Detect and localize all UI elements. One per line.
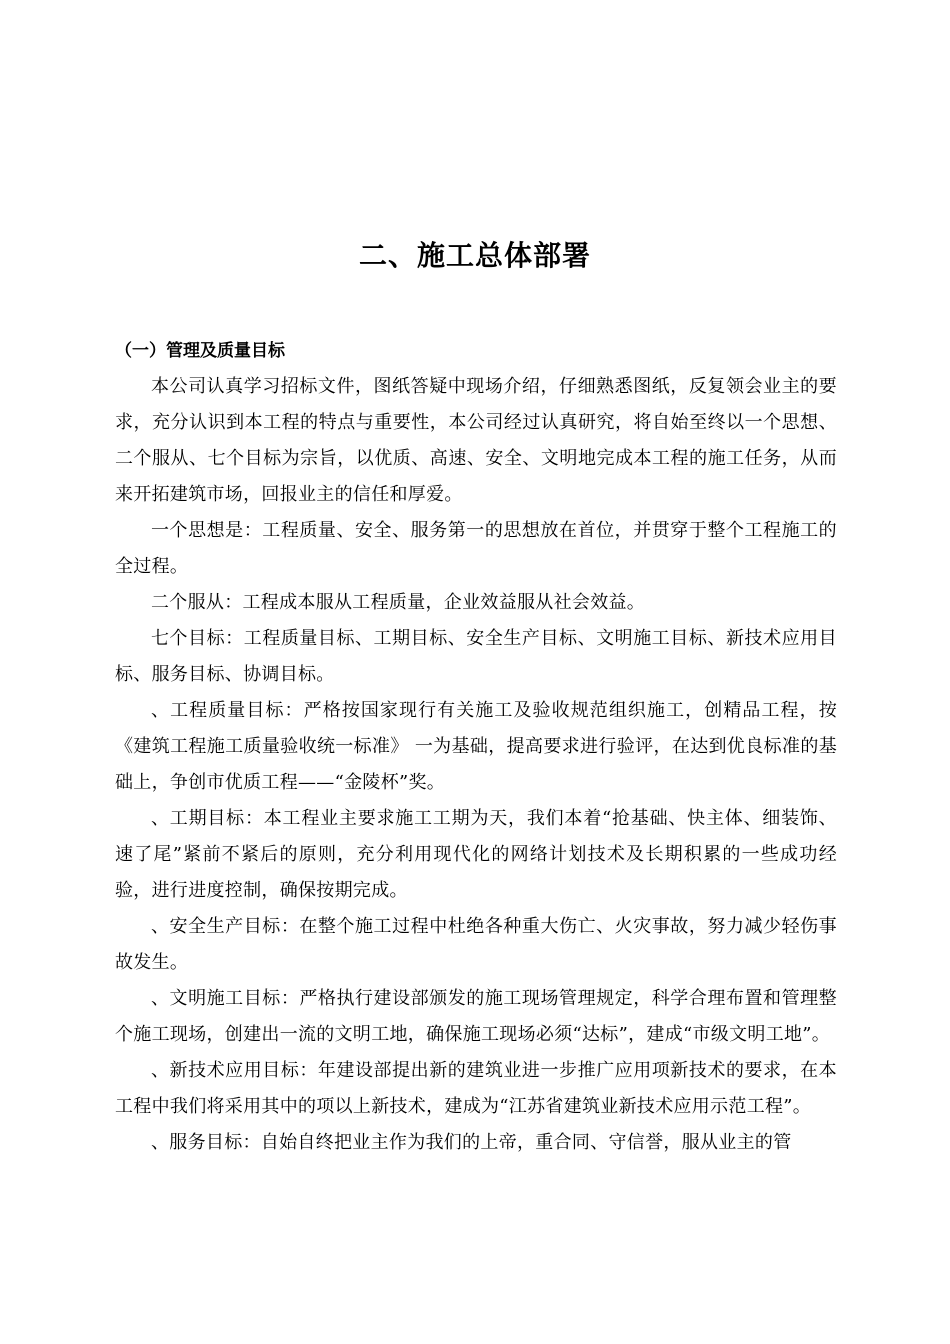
- paragraph-one-thought: 一个思想是：工程质量、安全、服务第一的思想放在首位，并贯穿于整个工程施工的全过程。: [115, 520, 837, 577]
- paragraph-safety-goal: 、安全生产目标：在整个施工过程中杜绝各种重大伤亡、火灾事故，努力减少轻伤事故发生。: [115, 916, 837, 973]
- paragraph-new-tech-goal: 、新技术应用目标：年建设部提出新的建筑业进一步推广应用项新技术的要求，在本工程中我们将采用其中的项以上新技术，建成为“江苏省建筑业新技术应用示范工程”。: [115, 1060, 837, 1117]
- section-heading: （一）管理及质量目标: [115, 341, 285, 361]
- page-title: 二、施工总体部署: [358, 239, 591, 272]
- paragraph-quality-goal: 、工程质量目标：严格按国家现行有关施工及验收规范组织施工，创精品工程，按《建筑工程施工质量验收统一标准》 一为基础，提高要求进行验评，在达到优良标准的基础上，争创市优质工程——“金陵杯”奖。: [115, 700, 837, 793]
- paragraph-civilized-goal: 、文明施工目标：严格执行建设部颁发的施工现场管理规定，科学合理布置和管理整个施工现场，创建出一流的文明工地，确保施工现场必须“达标”，建成“市级文明工地”。: [115, 988, 837, 1045]
- body-text: [115, 369, 837, 1161]
- paragraph-schedule-goal: 、工期目标：本工程业主要求施工工期为天，我们本着“抢基础、快主体、细装饰、速了尾”紧前不紧后的原则，充分利用现代化的网络计划技术及长期积累的一些成功经验，进行进度控制，确保按期完成。: [115, 808, 837, 901]
- paragraph-service-goal: 、服务目标：自始自终把业主作为我们的上帝，重合同、守信誉，服从业主的管: [151, 1132, 792, 1153]
- paragraph-seven-goals: 七个目标：工程质量目标、工期目标、安全生产目标、文明施工目标、新技术应用目标、服务目标、协调目标。: [115, 628, 837, 685]
- paragraph-intro: 本公司认真学习招标文件，图纸答疑中现场介绍，仔细熟悉图纸，反复领会业主的要求，充分认识到本工程的特点与重要性，本公司经过认真研究，将自始至终以一个思想、二个服从、七个目标为宗旨，以优质、高速、安全、文明地完成本工程的施工任务，从而来开拓建筑市场，回报业主的信任和厚爱。: [115, 376, 837, 505]
- paragraph-two-obey: 二个服从：工程成本服从工程质量，企业效益服从社会效益。: [151, 592, 646, 613]
